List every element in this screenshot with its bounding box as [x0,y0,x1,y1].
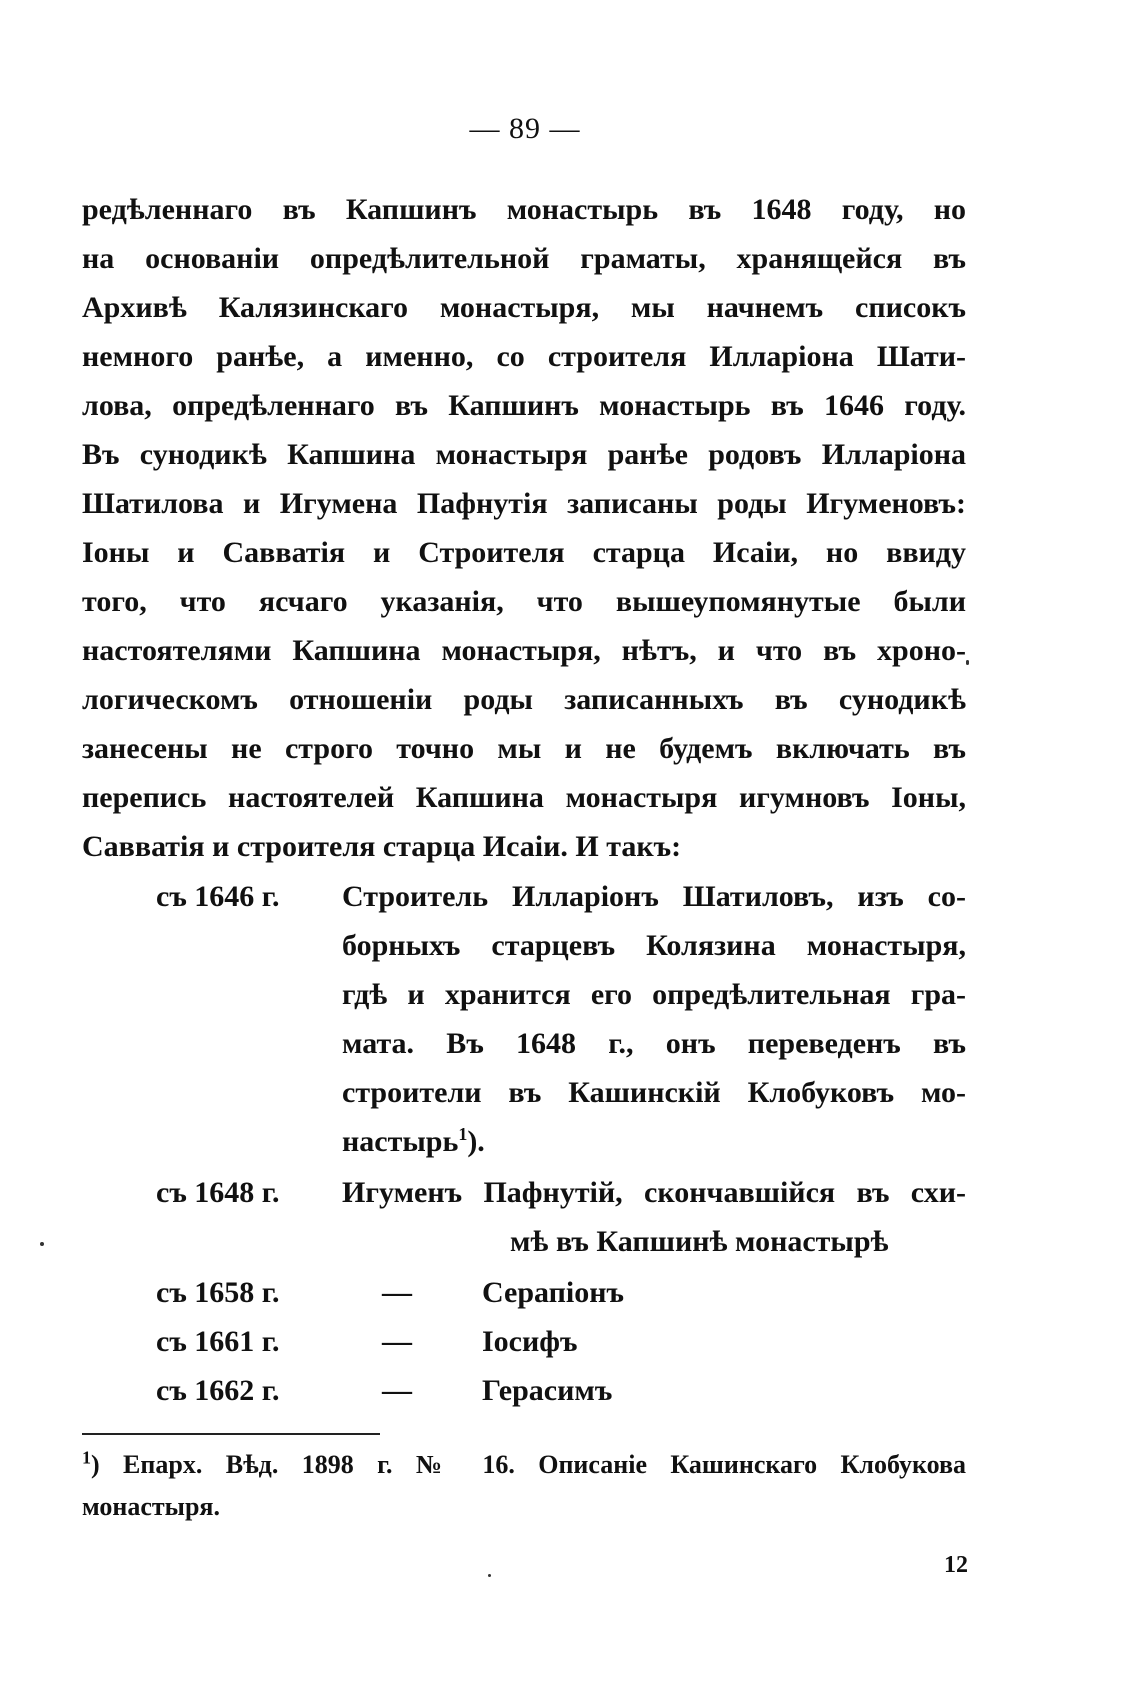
footnote-text: ) Епарх. Вѣд. 1898 г. № 16. Описаніе Кашинскаго Клобукова [91,1450,966,1479]
entry-1658 [0,1268,1140,1317]
body-line: Архивѣ Калязинскаго монастыря, мы начнемъ списокъ [82,291,966,324]
body-line: Савватія и строителя старца Исаіи. И такъ: [82,830,682,863]
entry-line: гдѣ и хранится его опредѣлительная гра- [342,978,966,1011]
body-line: редѣленнаго въ Капшинъ монастырь въ 1648 году, но [82,193,966,226]
entry-line: мѣ въ Капшинѣ монастырѣ [510,1225,889,1258]
body-line: занесены не строго точно мы и не будемъ включать въ [82,732,966,765]
entry-line: борныхъ старцевъ Колязина монастыря, [342,929,966,962]
entry-line [342,1117,966,1166]
signature-mark: 12 [944,1552,968,1578]
body-line: Іоны и Савватія и Строителя старца Исаіи, но ввиду [82,536,966,569]
footnote-marker: 1 [82,1447,91,1468]
entry-1646 [0,872,1140,1172]
entry-dash: — [382,1374,412,1407]
entry-name: Серапіонъ [482,1276,625,1309]
footnote [82,1444,966,1528]
footnote-line: монастыря. [82,1492,220,1521]
body-line: логическомъ отношеніи роды записанныхъ въ сунодикѣ [82,683,966,716]
body-line: Шатилова и Игумена Пафнутія записаны роды Игуменовъ: [82,487,966,520]
entry-description [342,872,966,1166]
page-number: — 89 — [469,112,581,145]
body-line: того, что ясчаго указанія, что вышеупомянутые были [82,585,966,618]
entry-date: съ 1662 г. [156,1374,280,1407]
footnote-ref: 1 [458,1124,468,1144]
body-line: на основаніи опредѣлительной граматы, хранящейся въ [82,242,966,275]
body-line: настоятелями Капшина монастыря, нѣтъ, и что въ хроно- [82,634,966,667]
entry-line: мата. Въ 1648 г., онъ переведенъ въ [342,1027,966,1060]
footnote-line [82,1444,966,1486]
entry-line-tail: ). [467,1125,485,1158]
print-speck [966,660,969,665]
entry-line: строители въ Кашинскій Клобуковъ мо- [342,1076,966,1109]
entry-1662 [0,1366,1140,1415]
print-speck [40,1242,44,1246]
body-paragraph [82,185,966,871]
entry-name: Герасимъ [482,1374,613,1407]
body-line: перепись настоятелей Капшина монастыря игумновъ Іоны, [82,781,966,814]
entry-date: съ 1658 г. [156,1276,280,1309]
body-line: Въ сунодикѣ Капшина монастыря ранѣе родовъ Илларіона [82,438,966,471]
entry-1648 [0,1168,1140,1268]
entry-dash: — [382,1325,412,1358]
entry-1661 [0,1317,1140,1366]
print-speck [488,1574,491,1577]
body-line: немного ранѣе, а именно, со строителя Илларіона Шати- [82,340,966,373]
entry-date: съ 1646 г. [156,880,280,913]
body-line: лова, опредѣленнаго въ Капшинъ монастырь въ 1646 году. [82,389,966,422]
entry-date: съ 1648 г. [156,1176,280,1209]
entry-line: Игуменъ Пафнутій, скончавшійся въ схи- [342,1176,966,1209]
entry-line-text: настырь [342,1125,459,1158]
entry-name: Іосифъ [482,1325,578,1358]
entry-date: съ 1661 г. [156,1325,280,1358]
footnote-divider [82,1433,380,1435]
entry-dash: — [382,1276,412,1309]
entry-line: Строитель Илларіонъ Шатиловъ, изъ со- [342,880,966,913]
entry-description [342,1168,966,1266]
